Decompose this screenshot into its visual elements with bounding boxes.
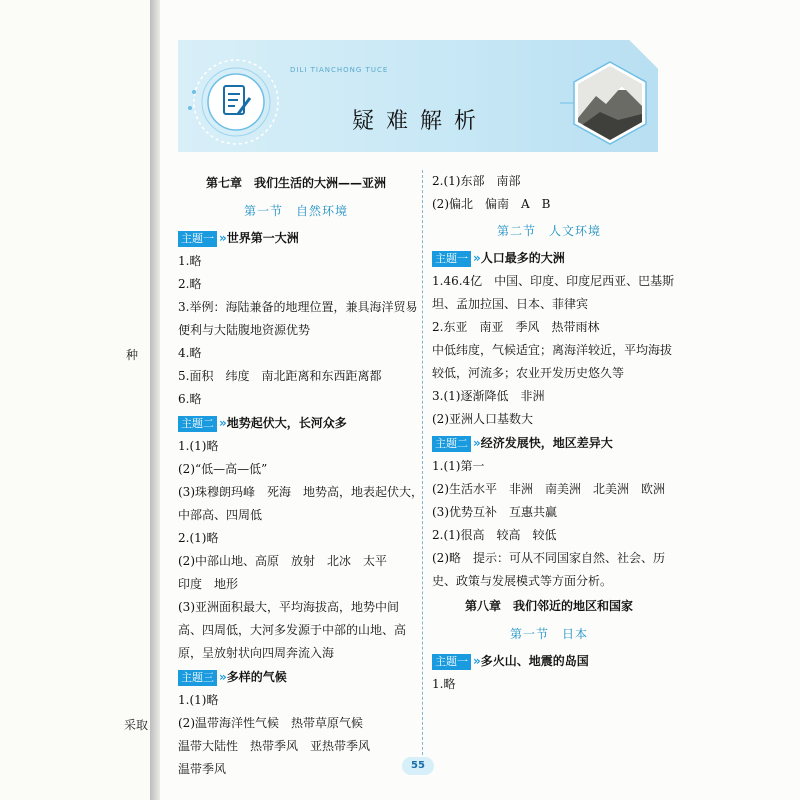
topic-title: 经济发展快，地区差异大 (480, 436, 613, 450)
answer-line: (3)珠穆朗玛峰 死海 地势高，地表起伏大， (178, 485, 423, 499)
answer-line: 便利与大陆腹地资源优势 (178, 323, 311, 337)
previous-page-edge (0, 0, 151, 800)
answer-line: 6.略 (178, 392, 202, 406)
double-chevron-icon: » (473, 436, 481, 450)
answer-line: 印度 地形 (178, 577, 239, 591)
answer-line: 2.(1)略 (178, 531, 219, 545)
notebook-pencil-icon (184, 52, 294, 152)
answer-line: 2.东亚 南亚 季风 热带雨林 (432, 320, 600, 334)
answer-line: 高、四周低，大河多发源于中部的山地、高 (178, 623, 407, 637)
topic-heading (178, 411, 414, 435)
double-chevron-icon: » (473, 654, 481, 668)
topic-title: 多火山、地震的岛国 (480, 654, 589, 668)
topic-tag: 主题一 (432, 251, 471, 267)
topic-title: 人口最多的大洲 (480, 251, 565, 265)
mountain-photo (560, 58, 660, 148)
answer-line: 1.(1)第一 (432, 459, 485, 473)
answer-line: 坦、孟加拉国、日本、菲律宾 (432, 297, 589, 311)
answer-line: 1.(1)略 (178, 439, 219, 453)
edge-mark: 采取 (124, 718, 149, 732)
edge-mark: 种 (126, 348, 139, 362)
answer-line: 1.46.4亿 中国、印度、印度尼西亚、巴基斯 (432, 274, 675, 288)
header-subtitle: DILI TIANCHONG TUCE (290, 66, 389, 74)
answer-line: 原，呈放射状向四周奔流入海 (178, 646, 335, 660)
topic-heading (432, 649, 666, 673)
answer-line: (2)略 提示：可从不同国家自然、社会、历 (432, 551, 665, 565)
topic-title: 世界第一大洲 (226, 231, 299, 245)
topic-heading (432, 246, 666, 270)
chapter-title: 第七章 我们生活的大洲——亚洲 (205, 176, 386, 190)
answer-line: 3.(1)逐渐降低 非洲 (432, 389, 545, 403)
answer-line: 史、政策与发展模式等方面分析。 (432, 574, 613, 588)
topic-tag: 主题三 (178, 670, 217, 686)
answer-line: (2)温带海洋性气候 热带草原气候 (178, 716, 363, 730)
answer-line: (3)亚洲面积最大，平均海拔高，地势中间 (178, 600, 399, 614)
section-title: 第二节 人文环境 (496, 224, 601, 238)
topic-tag: 主题二 (432, 436, 471, 452)
answer-line: 5.面积 纬度 南北距离和东西距离都 (178, 369, 382, 383)
double-chevron-icon: » (473, 251, 481, 265)
answer-line: (2)“低—高—低” (178, 462, 268, 476)
answer-line: (2)生活水平 非洲 南美洲 北美洲 欧洲 (432, 482, 665, 496)
double-chevron-icon: » (219, 416, 227, 430)
answer-line: 4.略 (178, 346, 202, 360)
answer-line: 中低纬度，气候适宜；离海洋较近，平均海拔 (432, 343, 673, 357)
column-divider (422, 170, 423, 770)
answers-right-column (432, 170, 675, 696)
answer-line: 1.略 (432, 677, 456, 691)
answer-line: (2)偏北 偏南 A B (432, 197, 551, 211)
topic-tag: 主题二 (178, 416, 217, 432)
double-chevron-icon: » (219, 231, 227, 245)
answer-line: (2)中部山地、高原 放射 北冰 太平 (178, 554, 387, 568)
topic-heading (178, 226, 414, 250)
answer-line: 3.举例：海陆兼备的地理位置，兼具海洋贸易 (178, 300, 418, 314)
answer-line: (2)亚洲人口基数大 (432, 412, 533, 426)
answer-line: (3)优势互补 互惠共赢 (432, 505, 557, 519)
page-title: 疑难解析 (352, 109, 489, 134)
answer-line: 2.(1)东部 南部 (432, 174, 521, 188)
answer-line: 2.略 (178, 277, 202, 291)
page-number: 55 (402, 757, 434, 775)
section-title: 第一节 自然环境 (243, 204, 348, 218)
answer-line: 较低，河流多；农业开发历史悠久等 (432, 366, 625, 380)
answer-line: 1.略 (178, 254, 202, 268)
answer-line: 温带季风 (178, 762, 227, 776)
answer-line: 2.(1)很高 较高 较低 (432, 528, 557, 542)
topic-title: 多样的气候 (226, 670, 287, 684)
section-title: 第一节 日本 (509, 627, 588, 641)
topic-heading (178, 665, 414, 689)
topic-title: 地势起伏大，长河众多 (226, 416, 347, 430)
topic-heading (432, 431, 666, 455)
chapter-title: 第八章 我们邻近的地区和国家 (464, 599, 633, 613)
answer-line: 温带大陆性 热带季风 亚热带季风 (178, 739, 371, 753)
double-chevron-icon: » (219, 670, 227, 684)
answer-line: 1.(1)略 (178, 693, 219, 707)
topic-tag: 主题一 (432, 654, 471, 670)
answer-line: 中部高、四周低 (178, 508, 263, 522)
topic-tag: 主题一 (178, 231, 217, 247)
